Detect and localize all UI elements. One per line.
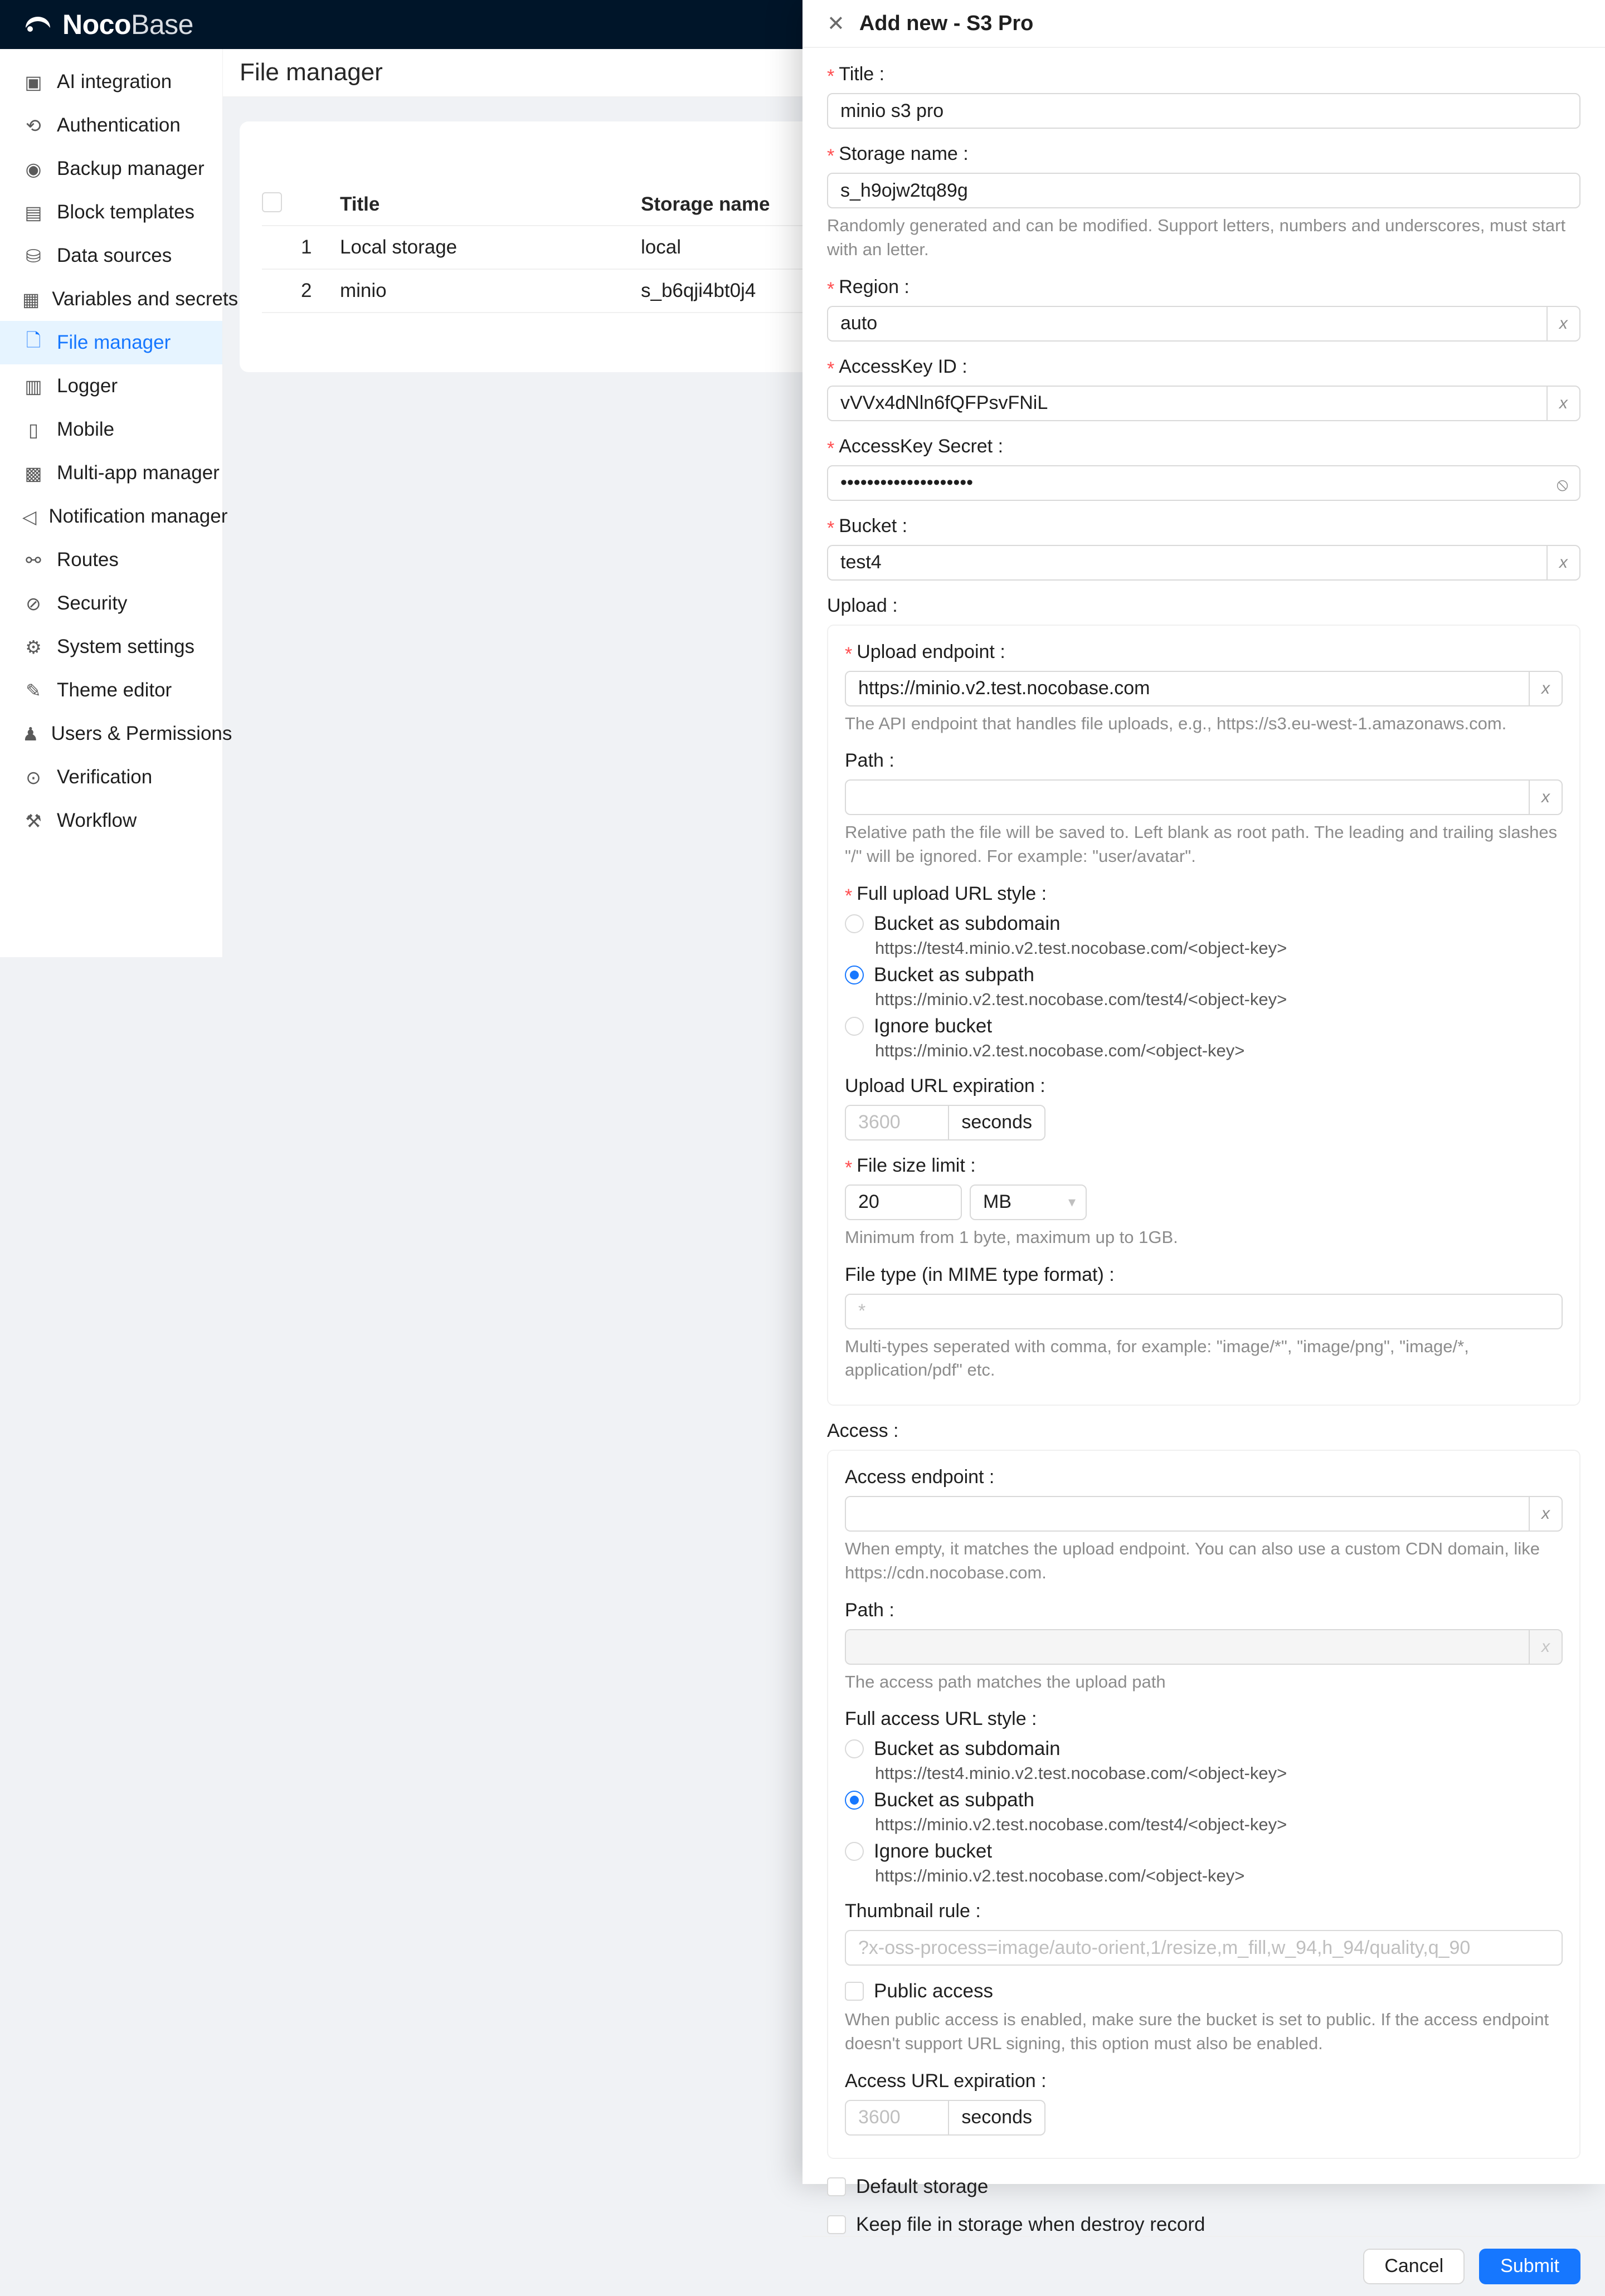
upload-section-label: Upload :: [827, 594, 898, 616]
option-label: Ignore bucket: [874, 1840, 993, 1863]
checkbox-box: [827, 2177, 846, 2196]
file-size-unit-select[interactable]: [970, 1184, 1087, 1220]
apps-icon: ▩: [25, 462, 42, 484]
column-storage-name: Storage name: [641, 193, 770, 215]
sidebar-item-label: Users & Permissions: [51, 723, 232, 744]
users-icon: ♟: [22, 723, 39, 744]
robot-icon: ▣: [25, 71, 42, 92]
access-group: [827, 1450, 1580, 2159]
sidebar-item-label: Logger: [57, 375, 118, 397]
close-icon[interactable]: ✕: [827, 12, 845, 36]
thumbnail-rule-input[interactable]: ?x-oss-process=image/auto-orient,1/resize,m_fill,w_94,h_94/quality,q_90: [845, 1930, 1563, 1966]
storage-name-input[interactable]: s_h9ojw2tq89g: [827, 173, 1580, 208]
bucket-input-wrap: [827, 545, 1580, 581]
access-url-expiration-label: Access URL expiration :: [845, 2070, 1047, 2092]
database-icon: ⛁: [26, 245, 41, 266]
access-url-expiration-row: [845, 2100, 1045, 2136]
upload-path-input-wrap: [845, 779, 1563, 815]
sidebar-item-routes[interactable]: [0, 538, 222, 582]
field-storage-name: [827, 143, 1580, 262]
variable-icon[interactable]: x: [1529, 779, 1563, 815]
field-access-url-expiration: [845, 2070, 1563, 2136]
field-accesskey-secret: [827, 436, 1580, 501]
sidebar-item-security[interactable]: [0, 582, 222, 625]
brand-name-light: Base: [131, 9, 193, 40]
file-type-label: File type (in MIME type format) :: [845, 1264, 1115, 1285]
upload-path-input[interactable]: [845, 779, 1529, 815]
sidebar-item-block-templates[interactable]: [0, 191, 222, 234]
submit-button[interactable]: Submit: [1479, 2249, 1580, 2284]
option-example: https://minio.v2.test.nocobase.com/<object-key>: [875, 1866, 1245, 1886]
sidebar-item-label: Theme editor: [57, 679, 172, 701]
sidebar-item-label: Security: [57, 592, 128, 614]
option-label: Bucket as subdomain: [874, 912, 1061, 934]
row-title: minio: [340, 280, 387, 301]
field-region-label: * Region :: [827, 276, 1580, 298]
sidebar-item-label: AI integration: [57, 71, 172, 92]
upload-group: [827, 625, 1580, 1406]
sidebar-item-label: Authentication: [57, 114, 181, 136]
block-icon: ▤: [25, 202, 42, 223]
file-size-limit-label: * File size limit :: [845, 1155, 1563, 1177]
field-public-access: [845, 1980, 1563, 2056]
keep-file-label: Keep file in storage when destroy record: [856, 2213, 1205, 2235]
public-access-label: Public access: [874, 1980, 993, 2002]
variable-icon: x: [1529, 1629, 1563, 1665]
chevron-down-icon: ▾: [1068, 1193, 1076, 1211]
access-url-style-option-ignore[interactable]: [845, 1840, 1563, 1863]
option-example: https://test4.minio.v2.test.nocobase.com/<object-key>: [875, 938, 1287, 958]
radio-icon: [845, 1791, 864, 1810]
access-endpoint-help: When empty, it matches the upload endpoint. You can also use a custom CDN domain, like https://cdn.nocobase.com.: [845, 1539, 1540, 1582]
sidebar-item-label: Block templates: [57, 201, 195, 223]
file-type-help: Multi-types seperated with comma, for example: "image/*", "image/png", "image/*, application/pdf" etc.: [845, 1336, 1469, 1380]
public-access-help: When public access is enabled, make sure the bucket is set to public. If the access endpoint doesn't support URL signing, this option must also be enabled.: [845, 2010, 1549, 2054]
field-access-url-style: [845, 1708, 1563, 1886]
option-label: Bucket as subpath: [874, 1789, 1034, 1811]
key-icon: ⟲: [26, 115, 41, 136]
file-size-limit-help: Minimum from 1 byte, maximum up to 1GB.: [845, 1227, 1178, 1247]
drawer-footer: [802, 2236, 1605, 2296]
sidebar-item-variables-and-secrets[interactable]: [0, 277, 239, 321]
field-access-path: [845, 1600, 1563, 1694]
row-storage-name: s_b6qji4bt0j4: [641, 280, 756, 301]
row-index: 1: [301, 236, 312, 258]
accesskey-id-input[interactable]: vVVx4dNln6fQFPsvFNiL: [827, 386, 1546, 421]
upload-url-expiration-row: [845, 1105, 1045, 1140]
option-example: https://minio.v2.test.nocobase.com/<object-key>: [875, 1040, 1245, 1060]
upload-url-style-option-subdomain[interactable]: [845, 913, 1563, 935]
checkbox-box: [262, 192, 282, 212]
sidebar-item-notification-manager[interactable]: [0, 495, 228, 538]
bell-icon: ◁: [22, 506, 37, 527]
column-title: Title: [340, 193, 380, 215]
variable-icon[interactable]: x: [1546, 306, 1580, 342]
sidebar-item-ai-integration[interactable]: [0, 60, 222, 104]
cancel-button[interactable]: Cancel: [1363, 2249, 1465, 2284]
route-icon: ⚯: [26, 549, 41, 571]
add-storage-drawer: [802, 0, 1605, 2277]
upload-endpoint-input-wrap: [845, 671, 1563, 706]
upload-endpoint-help: The API endpoint that handles file uploads, e.g., https://s3.eu-west-1.amazonaws.com.: [845, 713, 1507, 733]
default-storage-checkbox[interactable]: [827, 2176, 1580, 2198]
sidebar-item-multi-app-manager[interactable]: [0, 451, 222, 495]
upload-url-style-label: * Full upload URL style :: [845, 883, 1563, 905]
sidebar-item-label: Notification manager: [48, 505, 228, 527]
sidebar-item-file-manager[interactable]: [0, 321, 222, 364]
option-example: https://test4.minio.v2.test.nocobase.com/<object-key>: [875, 1763, 1287, 1783]
accesskey-id-input-wrap: [827, 386, 1580, 421]
field-upload-url-expiration: [845, 1075, 1563, 1140]
field-upload-endpoint: [845, 641, 1563, 736]
field-region: [827, 276, 1580, 342]
keep-file-checkbox[interactable]: [827, 2214, 1580, 2236]
thumbnail-rule-label: Thumbnail rule :: [845, 1900, 981, 1922]
sidebar-item-label: System settings: [57, 636, 195, 657]
brand-name: [62, 8, 193, 41]
access-endpoint-input-wrap: [845, 1496, 1563, 1532]
field-accesskey-id-label: * AccessKey ID :: [827, 356, 1580, 378]
sidebar-item-label: Workflow: [57, 810, 137, 831]
region-input[interactable]: auto: [827, 306, 1546, 342]
checkbox-box: [845, 1982, 864, 2001]
eye-icon: ◉: [25, 158, 42, 179]
option-example: https://minio.v2.test.nocobase.com/test4/<object-key>: [875, 989, 1287, 1009]
sidebar-item-logger[interactable]: [0, 364, 222, 408]
file-type-input[interactable]: *: [845, 1294, 1563, 1329]
mobile-icon: ▯: [28, 419, 39, 440]
radio-icon: [845, 1739, 864, 1758]
row-index: 2: [301, 280, 312, 301]
drawer-header: [802, 0, 1605, 48]
sidebar-item-authentication[interactable]: [0, 104, 222, 147]
accesskey-secret-input-wrap: [827, 465, 1580, 501]
file-size-limit-input[interactable]: 20: [845, 1184, 962, 1220]
access-path-input-wrap: [845, 1629, 1563, 1665]
access-url-style-option-subdomain[interactable]: [845, 1738, 1563, 1760]
brand-logo[interactable]: [0, 8, 193, 41]
sidebar: [0, 49, 239, 957]
sidebar-item-label: Backup manager: [57, 158, 205, 179]
upload-endpoint-label: * Upload endpoint :: [845, 641, 1563, 663]
field-accesskey-secret-label: * AccessKey Secret :: [827, 436, 1580, 457]
bucket-input[interactable]: test4: [827, 545, 1546, 581]
sidebar-item-system-settings[interactable]: [0, 625, 222, 669]
drawer-title: Add new - S3 Pro: [859, 11, 1034, 35]
access-path-label: Path :: [845, 1599, 894, 1621]
upload-path-help: Relative path the file will be saved to. Left blank as root path. The leading and trailing slashes "/" will be ignored. For example: "user/avatar".: [845, 822, 1558, 866]
file-size-limit-row: [845, 1184, 1563, 1220]
sidebar-item-workflow[interactable]: [0, 799, 222, 842]
sidebar-item-label: File manager: [57, 332, 171, 353]
field-thumbnail-rule: [845, 1900, 1563, 1966]
field-accesskey-id: [827, 356, 1580, 421]
field-bucket-label: * Bucket :: [827, 515, 1580, 537]
table-icon: ▦: [22, 289, 40, 310]
radio-icon: [845, 914, 864, 933]
drawer-body: [802, 48, 1605, 2236]
public-access-checkbox[interactable]: [845, 1980, 1563, 2002]
access-path-help: The access path matches the upload path: [845, 1671, 1166, 1691]
region-input-wrap: [827, 306, 1580, 342]
variable-icon[interactable]: x: [1529, 671, 1563, 706]
row-storage-name: local: [641, 236, 681, 258]
upload-endpoint-input[interactable]: https://minio.v2.test.nocobase.com: [845, 671, 1529, 706]
radio-icon: [845, 966, 864, 984]
workflow-icon: ⚒: [25, 810, 42, 831]
upload-url-style-option-subpath[interactable]: [845, 964, 1563, 986]
field-upload-path: [845, 750, 1563, 869]
check-circle-icon: ⊙: [26, 767, 41, 788]
shield-icon: ⊘: [26, 593, 41, 614]
option-label: Ignore bucket: [874, 1015, 993, 1037]
sidebar-item-users-permissions[interactable]: [0, 712, 232, 755]
radio-icon: [845, 1842, 864, 1861]
sidebar-item-mobile[interactable]: [0, 408, 222, 451]
field-bucket: [827, 515, 1580, 581]
field-file-size-limit: [845, 1155, 1563, 1250]
access-url-expiration-unit: seconds: [948, 2100, 1045, 2136]
sidebar-item-backup-manager[interactable]: [0, 147, 222, 191]
access-endpoint-label: Access endpoint :: [845, 1466, 995, 1488]
default-storage-label: Default storage: [856, 2175, 989, 2197]
sidebar-item-verification[interactable]: [0, 755, 222, 799]
field-title-label: * Title :: [827, 64, 1580, 85]
sidebar-item-data-sources[interactable]: [0, 234, 222, 277]
row-title: Local storage: [340, 236, 458, 258]
upload-path-label: Path :: [845, 750, 894, 772]
field-file-type: [845, 1264, 1563, 1383]
sidebar-item-label: Mobile: [57, 418, 115, 440]
variable-icon[interactable]: x: [1546, 386, 1580, 421]
access-url-expiration-input[interactable]: 3600: [845, 2100, 948, 2136]
file-icon: 🗋: [26, 330, 41, 350]
field-storage-name-label: * Storage name :: [827, 143, 1580, 165]
title-input[interactable]: minio s3 pro: [827, 93, 1580, 129]
sidebar-item-label: Data sources: [57, 245, 172, 266]
sidebar-item-label: Variables and secrets: [52, 288, 239, 310]
log-icon: ▥: [25, 376, 42, 397]
sidebar-item-label: Verification: [57, 766, 153, 788]
upload-url-expiration-input[interactable]: 3600: [845, 1105, 948, 1140]
radio-icon: [845, 1017, 864, 1036]
option-label: Bucket as subpath: [874, 963, 1034, 986]
access-url-style-option-subpath[interactable]: [845, 1789, 1563, 1811]
field-upload-url-style: [845, 883, 1563, 1061]
option-label: Bucket as subdomain: [874, 1738, 1061, 1760]
field-title: [827, 64, 1580, 129]
gear-icon: ⚙: [25, 636, 42, 657]
select-all-checkbox[interactable]: [262, 192, 301, 217]
storage-name-help: Randomly generated and can be modified. Support letters, numbers and underscores, must start with an letter.: [827, 216, 1566, 259]
option-example: https://minio.v2.test.nocobase.com/test4/<object-key>: [875, 1815, 1287, 1835]
sidebar-item-label: Routes: [57, 549, 119, 571]
access-endpoint-input[interactable]: [845, 1496, 1529, 1532]
file-size-unit-value: MB: [983, 1191, 1011, 1213]
brand-name-bold: Noco: [62, 9, 131, 40]
upload-url-expiration-unit: seconds: [948, 1105, 1045, 1140]
eye-invisible-icon[interactable]: ⦸: [1557, 474, 1568, 494]
access-path-input: [845, 1629, 1529, 1665]
upload-url-style-option-ignore[interactable]: [845, 1015, 1563, 1037]
checkbox-box: [827, 2215, 846, 2234]
page-title: File manager: [240, 59, 383, 86]
accesskey-secret-input[interactable]: ••••••••••••••••••••: [827, 465, 1580, 501]
variable-icon[interactable]: x: [1529, 1496, 1563, 1532]
nocobase-logo-icon: [22, 12, 54, 37]
variable-icon[interactable]: x: [1546, 545, 1580, 581]
sidebar-item-label: Multi-app manager: [57, 462, 220, 484]
upload-url-expiration-label: Upload URL expiration :: [845, 1075, 1045, 1096]
brush-icon: ✎: [26, 680, 41, 701]
sidebar-item-theme-editor[interactable]: [0, 669, 222, 712]
field-access-endpoint: [845, 1466, 1563, 1585]
access-section-label: Access :: [827, 1420, 899, 1442]
access-url-style-label: Full access URL style :: [845, 1708, 1037, 1730]
